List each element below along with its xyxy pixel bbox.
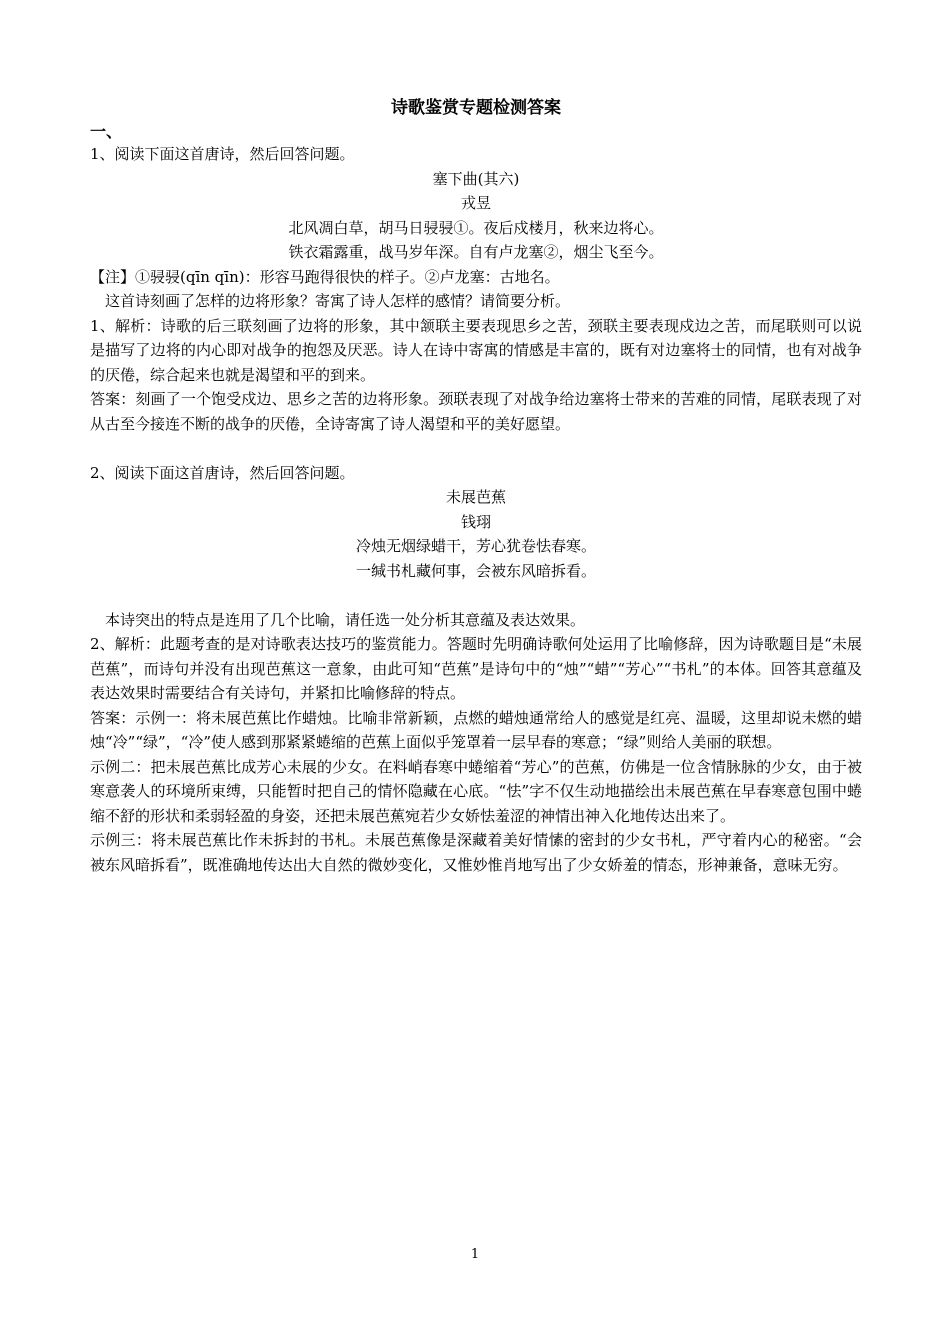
q2-answer-example-2: 示例二：把未展芭蕉比成芳心未展的少女。在料峭春寒中蜷缩着“芳心”的芭蕉，仿佛是一位含情脉脉的少女，由于被寒意袭人的环境所束缚，只能暂时把自己的情怀隐藏在心底。“怯”字不仅生动地描绘出未展芭蕉在早春寒意包围中蜷缩不舒的形状和柔弱轻盈的身姿，还把未展芭蕉宛若少女娇怯羞涩的神情出神入化地传达出来了。 [90, 757, 862, 825]
q1-question: 这首诗刻画了怎样的边将形象？寄寓了诗人怎样的感情？请简要分析。 [105, 292, 571, 310]
page-title: 诗歌鉴赏专题检测答案 [391, 98, 561, 118]
section-heading: 一、 [90, 122, 123, 141]
q1-analysis: 1、解析：诗歌的后三联刻画了边将的形象，其中颔联主要表现思乡之苦，颈联主要表现戍边之苦，而尾联则可以说是描写了边将的内心即对战争的抱怨及厌恶。诗人在诗中寄寓的情感是丰富的，既有对边塞将士的同情，也有对战争的厌倦，综合起来也就是渴望和平的到来。 [90, 316, 862, 384]
q1-poem-line-1: 北风凋白草，胡马日骎骎①。夜后戍楼月，秋来边将心。 [288, 218, 664, 237]
q2-answer-example-1: 答案：示例一：将未展芭蕉比作蜡烛。比喻非常新颖，点燃的蜡烛通常给人的感觉是红亮、温暖，这里却说未燃的蜡烛“冷”“绿”，“冷”使人感到那紧紧蜷缩的芭蕉上面似乎笼罩着一层早春的寒意；“绿”则给人美丽的联想。 [90, 708, 862, 751]
q2-analysis: 2、解析：此题考查的是对诗歌表达技巧的鉴赏能力。答题时先明确诗歌何处运用了比喻修辞，因为诗歌题目是“未展芭蕉”，而诗句并没有出现芭蕉这一意象，由此可知“芭蕉”是诗句中的“烛”“蜡”“芳心”“书札”的本体。回答其意蕴及表达效果时需要结合有关诗句，并紧扣比喻修辞的特点。 [90, 635, 862, 702]
q2-question: 本诗突出的特点是连用了几个比喻，请任选一处分析其意蕴及表达效果。 [105, 610, 586, 629]
q2-prompt: 2、阅读下面这首唐诗，然后回答问题。 [90, 463, 355, 482]
page-number: 1 [470, 1247, 480, 1262]
q2-poem-line-1: 冷烛无烟绿蜡干，芳心犹卷怯春寒。 [355, 537, 596, 555]
q2-poem-author: 钱珝 [460, 512, 491, 531]
q1-poem-line-2: 铁衣霜露重，战马岁年深。自有卢龙塞②，烟尘飞至今。 [288, 243, 664, 261]
q1-answer: 答案：刻画了一个饱受戍边、思乡之苦的边将形象。颈联表现了对战争给边塞将士带来的苦难的同情，尾联表现了对从古至今接连不断的战争的厌倦，全诗寄寓了诗人渴望和平的美好愿望。 [90, 390, 862, 433]
blank-line [90, 583, 862, 608]
q2-poem-line-2: 一缄书札藏何事，会被东风暗拆看。 [355, 561, 596, 580]
q1-note: 【注】①骎骎(qīn qīn)：形容马跑得很快的样子。②卢龙塞：古地名。 [90, 267, 560, 286]
q2-poem-title: 未展芭蕉 [445, 488, 506, 506]
q2-answer-example-3: 示例三：将未展芭蕉比作未拆封的书札。未展芭蕉像是深藏着美好情愫的密封的少女书札，严守着内心的秘密。“会被东风暗拆看”，既准确地传达出大自然的微妙变化，又惟妙惟肖地写出了少女娇羞的情态，形神兼备，意味无穷。 [90, 831, 862, 874]
q1-poem-title: 塞下曲(其六) [432, 169, 520, 188]
q1-poem-author: 戎昱 [460, 194, 491, 212]
q1-prompt: 1、阅读下面这首唐诗，然后回答问题。 [90, 145, 355, 163]
document-body [90, 96, 862, 877]
blank-line [90, 436, 862, 461]
